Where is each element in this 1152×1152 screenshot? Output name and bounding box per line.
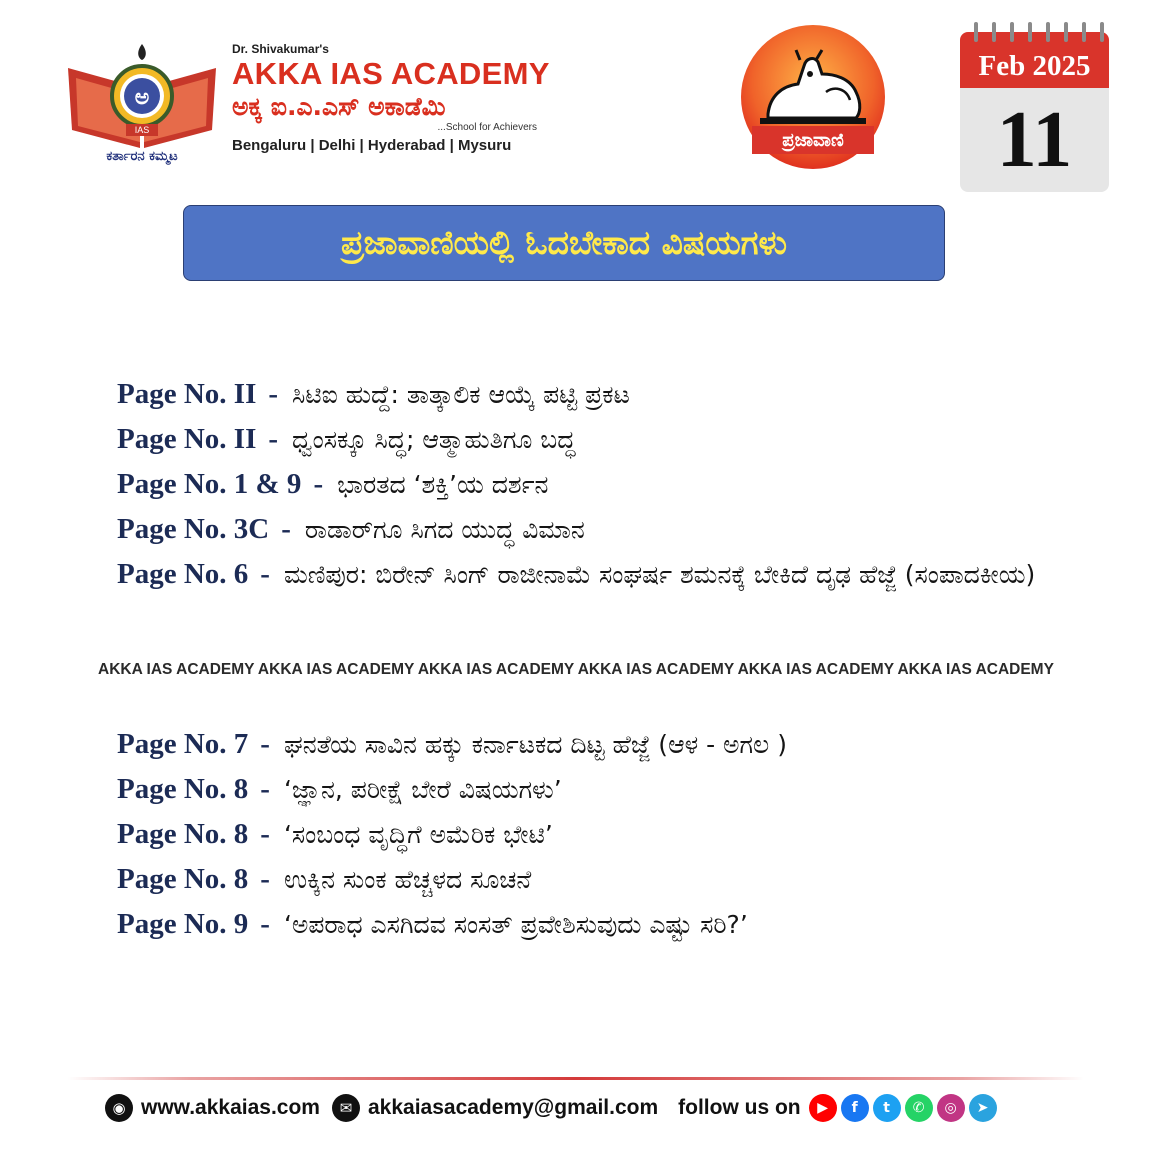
newspaper-name: ಪ್ರಜಾವಾಣಿ xyxy=(782,130,844,151)
facebook-icon[interactable]: f xyxy=(841,1094,869,1122)
youtube-icon[interactable]: ▶ xyxy=(809,1094,837,1122)
separator: - xyxy=(260,773,270,805)
page-number: Page No. 8 xyxy=(117,863,249,895)
article-title: ‘ಸಂಬಂಧ ವೃದ್ಧಿಗೆ ಅಮೆರಿಕ ಭೇಟಿ’ xyxy=(283,820,553,849)
nandi-bull-icon xyxy=(738,22,888,172)
calendar-ring xyxy=(992,22,996,42)
date-calendar xyxy=(960,22,1109,192)
brand-cities: Bengaluru | Delhi | Hyderabad | Mysuru xyxy=(232,137,512,154)
article-title: ಘನತೆಯ ಸಾವಿನ ಹಕ್ಕು ಕರ್ನಾಟಕದ ದಿಟ್ಟ ಹೆಜ್ಜೆ (ಆಳ - ಅಗಲ ) xyxy=(283,730,787,759)
calendar-ring xyxy=(1082,22,1086,42)
footer-divider xyxy=(68,1077,1084,1080)
calendar-ring xyxy=(1100,22,1104,42)
page-number: Page No. 8 xyxy=(117,773,249,805)
article-title: ‘ಅಪರಾಧ ಎಸಗಿದವ ಸಂಸತ್ ಪ್ರವೇಶಿಸುವುದು ಎಷ್ಟು ಸರಿ?’ xyxy=(283,910,748,939)
telegram-icon[interactable]: ➤ xyxy=(969,1094,997,1122)
article-list-bottom xyxy=(117,722,1037,947)
article-item xyxy=(117,462,1037,507)
article-item xyxy=(117,552,1037,593)
page-number: Page No. 6 xyxy=(117,558,249,590)
brand-name: AKKA IAS ACADEMY xyxy=(232,56,550,91)
page-number: Page No. 8 xyxy=(117,818,249,850)
banner-title: ಪ್ರಜಾವಾಣಿಯಲ್ಲಿ ಓದಬೇಕಾದ ವಿಷಯಗಳು xyxy=(341,223,787,262)
social-links xyxy=(809,1094,997,1122)
logo-caption: ಕರ್ತಾರನ ಕಮ್ಮಟ xyxy=(106,149,178,164)
article-title: ರಾಡಾರ್‌ಗೂ ಸಿಗದ ಯುದ್ಧ ವಿಮಾನ xyxy=(304,515,585,544)
article-item xyxy=(117,417,1037,462)
article-title: ಭಾರತದ ‘ಶಕ್ತಿ’ಯ ದರ್ಶನ xyxy=(337,470,549,499)
article-item xyxy=(117,812,1037,857)
separator: - xyxy=(260,908,270,940)
book-emblem-icon xyxy=(62,38,222,166)
calendar-day: 11 xyxy=(996,96,1073,184)
brand-founder: Dr. Shivakumar's xyxy=(232,42,329,56)
website-link[interactable]: www.akkaias.com xyxy=(141,1096,320,1119)
footer xyxy=(105,1090,997,1126)
page-number: Page No. II xyxy=(117,378,257,410)
globe-icon: ◉ xyxy=(105,1094,133,1122)
article-item xyxy=(117,902,1037,947)
title-banner xyxy=(183,205,945,281)
follow-label: follow us on xyxy=(678,1096,801,1119)
article-item xyxy=(117,507,1037,552)
separator: - xyxy=(313,468,324,500)
calendar-ring xyxy=(1046,22,1050,42)
brand-name-kannada: ಅಕ್ಕ ಐ.ಎ.ಎಸ್ ಅಕಾಡೆಮಿ xyxy=(232,92,446,121)
article-item xyxy=(117,767,1037,812)
newspaper-logo xyxy=(738,22,888,172)
logo-badge: IAS xyxy=(134,125,150,135)
article-title: ಧ್ವಂಸಕ್ಕೂ ಸಿದ್ಧ; ಆತ್ಮಾಹುತಿಗೂ ಬದ್ಧ xyxy=(292,425,576,454)
twitter-icon[interactable]: t xyxy=(873,1094,901,1122)
email-link[interactable]: akkaiasacademy@gmail.com xyxy=(367,1096,659,1119)
article-title: ಸಿಟಿಐ ಹುದ್ದೆ: ತಾತ್ಕಾಲಿಕ ಆಯ್ಕೆ ಪಟ್ಟಿ ಪ್ರಕಟ xyxy=(292,380,630,409)
academy-watermark: AKKA IAS ACADEMY AKKA IAS ACADEMY AKKA IAS ACADEMY AKKA IAS ACADEMY AKKA IAS ACADEMY AKKA IAS ACADEMY xyxy=(98,661,1054,678)
separator: - xyxy=(260,728,270,760)
separator: - xyxy=(260,558,270,590)
instagram-icon[interactable]: ◎ xyxy=(937,1094,965,1122)
separator: - xyxy=(281,513,291,545)
page-number: Page No. 9 xyxy=(117,908,249,940)
calendar-ring xyxy=(1028,22,1032,42)
mail-icon: ✉ xyxy=(332,1094,360,1122)
article-item xyxy=(117,372,1037,417)
whatsapp-icon[interactable]: ✆ xyxy=(905,1094,933,1122)
separator: - xyxy=(268,423,279,455)
brand-block xyxy=(232,42,552,154)
article-title: ‘ಜ್ಞಾನ, ಪರೀಕ್ಷೆ ಬೇರೆ ವಿಷಯಗಳು’ xyxy=(283,775,562,804)
article-item xyxy=(117,722,1037,767)
svg-text:ಅ: ಅ xyxy=(134,85,150,110)
separator: - xyxy=(268,378,279,410)
calendar-month: Feb 2025 xyxy=(978,50,1091,82)
separator: - xyxy=(260,818,270,850)
article-item xyxy=(117,857,1037,902)
brand-tagline: ...School for Achievers xyxy=(437,122,537,133)
page-number: Page No. II xyxy=(117,423,257,455)
calendar-ring xyxy=(1010,22,1014,42)
article-list-top xyxy=(117,372,1037,593)
calendar-ring xyxy=(1064,22,1068,42)
calendar-ring xyxy=(974,22,978,42)
academy-logo xyxy=(62,38,222,166)
page-number: Page No. 7 xyxy=(117,728,249,760)
page-number: Page No. 3C xyxy=(117,513,270,545)
separator: - xyxy=(260,863,270,895)
page-number: Page No. 1 & 9 xyxy=(117,468,302,500)
article-title: ಉಕ್ಕಿನ ಸುಂಕ ಹೆಚ್ಚಳದ ಸೂಚನೆ xyxy=(283,865,532,894)
article-title: ಮಣಿಪುರ: ಬಿರೇನ್ ಸಿಂಗ್ ರಾಜೀನಾಮೆ ಸಂಘರ್ಷ ಶಮನಕ್ಕೆ ಬೇಕಿದೆ ದೃಢ ಹೆಜ್ಜೆ (ಸಂಪಾದಕೀಯ) xyxy=(283,560,1036,589)
